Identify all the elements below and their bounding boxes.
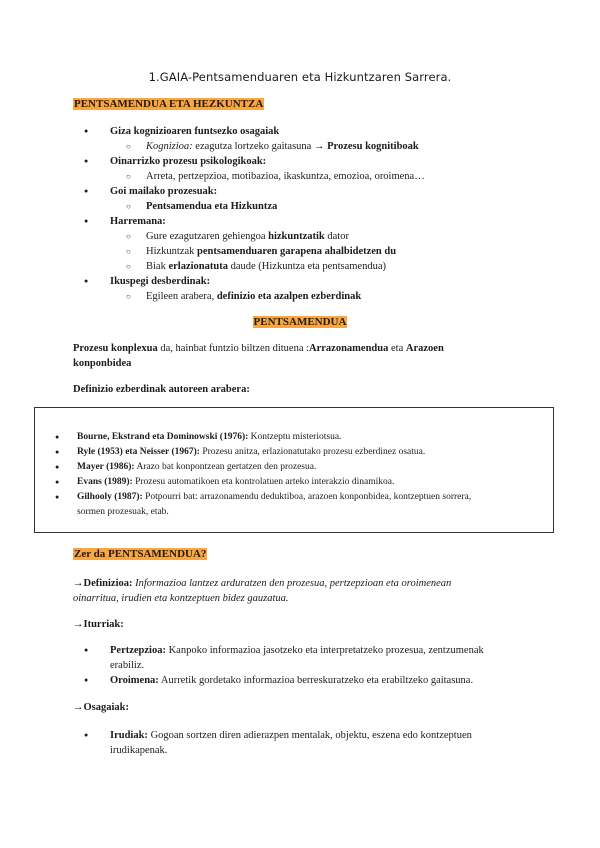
source-item: ● Oroimena: Aurretik gordetako informazioa berreskuratzeko eta erabiltzeko gaitasuna.	[110, 673, 473, 688]
intro-paragraph-line: Prozesu konplexua da, hainbat funtzio biltzen dituena :Arrazonamendua eta Arazoen	[73, 343, 444, 354]
source-item: ● Pertzepzioa: Kanpoko informazioa jasotzeko eta interpretatzeko prozesua, zentzumenak	[110, 643, 484, 658]
list-item: ● Harremana:	[110, 214, 166, 229]
author-item-continuation: sormen prozesuak, etab.	[77, 507, 169, 517]
section-heading-zer-da: Zer da PENTSAMENDUA?	[74, 548, 207, 560]
list-item: ○ Biak erlazionatuta daude (Hizkuntza eta pentsamendua)	[146, 259, 386, 274]
page-title: 1.GAIA-Pentsamenduaren eta Hizkuntzaren Sarrera.	[148, 70, 452, 84]
author-item: ● Bourne, Ekstrand eta Dominowski (1976): Kontzeptu misteriotsua.	[77, 430, 341, 444]
list-item: ○ Kognizioa: ezagutza lortzeko gaitasuna → Prozesu kognitiboak	[146, 139, 419, 154]
author-item: ● Evans (1989): Prozesu automatikoen eta kontrolatuen arteko interakzio dinamikoa.	[77, 475, 394, 489]
component-item: ● Irudiak: Gogoan sortzen diren adierazpen mentalak, objektu, eszena edo kontzeptuen	[110, 728, 472, 743]
list-item: ○ Egileen arabera, definizio eta azalpen ezberdinak	[146, 289, 361, 304]
list-item: ● Oinarrizko prozesu psikologikoak:	[110, 154, 266, 169]
list-item: ○ Hizkuntzak pentsamenduaren garapena ahalbidetzen du	[146, 244, 396, 259]
list-item: ● Giza kognizioaren funtsezko osagaiak	[110, 124, 279, 139]
author-item: ● Ryle (1953) eta Neisser (1967): Prozesu anitza, erlazionatutako prozesu ezberdinez osatua.	[77, 445, 425, 459]
intro-paragraph-line: konponbidea	[73, 358, 132, 369]
definition-line: oinarritua, irudien eta kontzeptuen bidez gauzatua.	[73, 593, 289, 604]
list-item: ○ Pentsamendua eta Hizkuntza	[146, 199, 277, 214]
definition-line: →Definizioa: Informazioa lantzez arduratzen den prozesua, pertzepzioan eta oroimenean	[73, 578, 452, 589]
component-item-continuation: irudikapenak.	[110, 745, 168, 756]
author-item: ● Gilhooly (1987): Potpourri bat: arrazonamendu deduktiboa, arazoen konponbidea, kontzeptuen sorrera,	[77, 490, 471, 504]
section-heading-pentsamendua-hezkuntza: PENTSAMENDUA ETA HEZKUNTZA	[74, 98, 264, 110]
list-item: ○ Arreta, pertzepzioa, motibazioa, ikaskuntza, emozioa, oroimena…	[146, 169, 425, 184]
section-heading-pentsamendua: PENTSAMENDUA	[253, 316, 347, 328]
list-item: ● Ikuspegi desberdinak:	[110, 274, 210, 289]
list-item: ● Goi mailako prozesuak:	[110, 184, 217, 199]
author-item: ● Mayer (1986): Arazo bat konpontzean gertatzen den prozesua.	[77, 460, 316, 474]
sources-label: →Iturriak:	[73, 619, 124, 630]
list-item: ○ Gure ezagutzaren gehiengoa hizkuntzatik dator	[146, 229, 349, 244]
components-label: →Osagaiak:	[73, 702, 130, 713]
definitions-heading: Definizio ezberdinak autoreen arabera:	[73, 384, 250, 395]
source-item-continuation: erabiliz.	[110, 660, 145, 671]
